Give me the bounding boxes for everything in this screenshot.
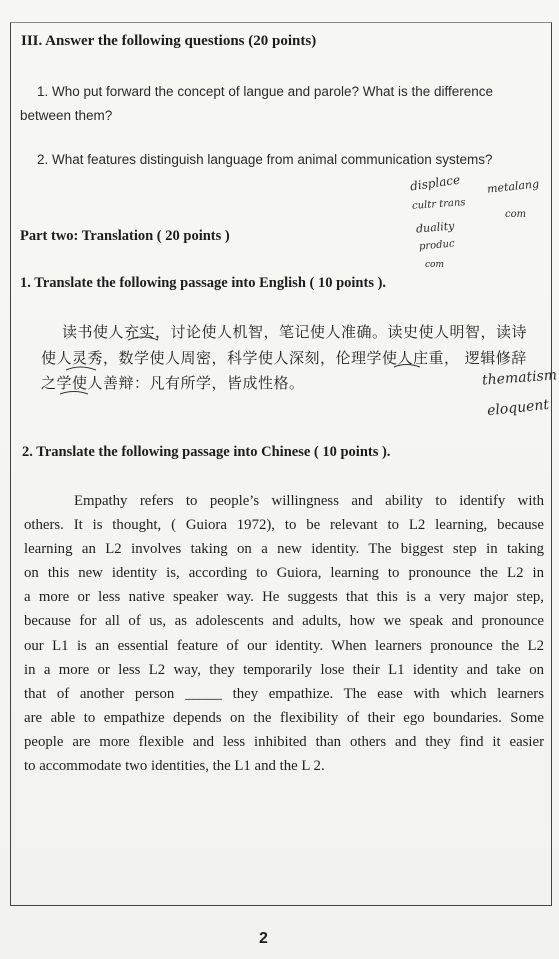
passage-line: learning an L2 involves taking on a new identity. The biggest step in taking (24, 541, 544, 558)
question-2: 2. What features distinguish language from animal communication systems? (37, 152, 493, 167)
handwritten-note: produc (418, 238, 456, 253)
handwritten-note: eloquent (486, 396, 550, 420)
handwritten-note: metalang (486, 177, 540, 196)
question-1-line-1: 1. Who put forward the concept of langue and parole? What is the difference (37, 84, 494, 99)
passage-line: people are more flexible and less inhibited than others and they find it easier (24, 733, 544, 750)
question-1-line-2: between them? (20, 108, 113, 123)
passage-line: in a more or less L2 way, they temporarily lose their L1 identity and take on (24, 661, 544, 678)
passage-line: a more or less native speaker way. He suggests that this is a very major step, (24, 589, 544, 606)
english-passage (24, 489, 544, 778)
chinese-passage-line-1: 读书使人充实，讨论使人机智，笔记使人准确。读史使人明智，读诗 (62, 323, 528, 341)
page-number: 2 (259, 930, 268, 947)
handwritten-note: displace (409, 172, 461, 194)
section-3-heading: III. Answer the following questions (20 points) (21, 33, 317, 49)
handwritten-note: duality (415, 219, 455, 236)
passage-line: our L1 is an essential feature of our identity. When learners pronounce the L2 (24, 637, 544, 654)
handwritten-note: com (505, 209, 527, 220)
chinese-passage-line-3: 之学使人善辩：凡有所学，皆成性格。 (41, 374, 305, 392)
translation-2-heading: 2. Translate the following passage into Chinese ( 10 points ). (22, 444, 391, 460)
handwritten-note: com (425, 260, 444, 270)
passage-line: Empathy refers to people’s willingness and ability to identify with (74, 493, 544, 509)
passage-line: others. It is thought, ( Guiora 1972), to be relevant to L2 learning, because (24, 517, 544, 534)
passage-line: on this new identity is, according to Guiora, learning to pronounce the L2 in (24, 565, 544, 582)
passage-line: because for all of us, as adolescents and adults, how we speak and pronounce (24, 613, 544, 630)
chinese-passage-line-2: 使人灵秀，数学使人周密，科学使人深刻，伦理学使人庄重， 逻辑修辞 (41, 349, 527, 367)
part-two-heading: Part two: Translation ( 20 points ) (20, 228, 230, 244)
handwritten-note: cultr trans (411, 197, 466, 212)
translation-1-heading: 1. Translate the following passage into English ( 10 points ). (20, 275, 387, 291)
handwritten-note: thematism (481, 367, 558, 389)
passage-line: to accommodate two identities, the L1 and the L 2. (24, 758, 325, 775)
passage-line: that of another person _____ they empathize. The ease with which learners (24, 685, 544, 702)
passage-line: are able to empathize depends on the flexibility of their ego boundaries. Some (24, 709, 544, 726)
